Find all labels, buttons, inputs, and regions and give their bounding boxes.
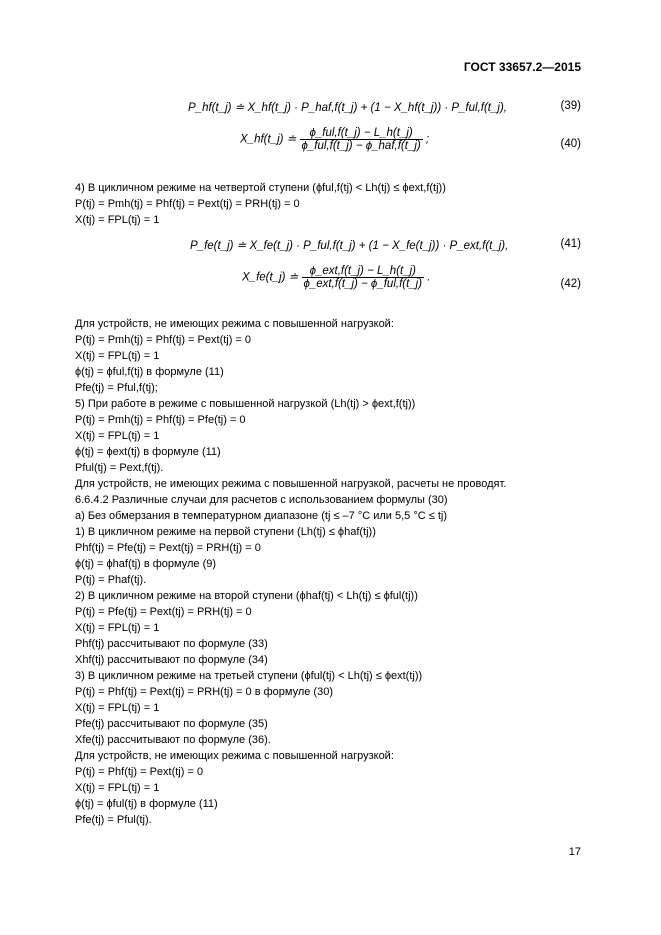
equation-42-numerator: ϕ_ext,f(t_j) − L_h(t_j) xyxy=(302,265,425,278)
text-line: Phf(tj) = Pfe(tj) = Pext(tj) = PRH(tj) = 0 xyxy=(75,542,261,554)
text-line: P(tj) = Phf(tj) = Pext(tj) = PRH(tj) = 0 в формуле (30) xyxy=(75,686,333,698)
text-line: P(tj) = Pmh(tj) = Phf(tj) = Pext(tj) = 0 xyxy=(75,334,252,346)
text-line: X(tj) = FPL(tj) = 1 xyxy=(75,622,160,634)
text-line: Pfe(tj) рассчитывают по формуле (35) xyxy=(75,718,268,730)
text-line: X(tj) = FPL(tj) = 1 xyxy=(75,350,160,362)
equation-39-number: (39) xyxy=(560,100,581,112)
text-line: Phf(tj) рассчитывают по формуле (33) xyxy=(75,638,268,650)
equation-42-lhs: X_fe(t_j) ≐ xyxy=(242,271,299,284)
text-line: ϕ(tj) = ϕhaf(tj) в формуле (9) xyxy=(75,558,217,570)
text-line: X(tj) = FPL(tj) = 1 xyxy=(75,214,160,226)
text-line: а) Без обмерзания в температурном диапазоне (tj ≤ –7 °C или 5,5 °C ≤ tj) xyxy=(75,510,447,522)
equation-42-denominator: ϕ_ext,f(t_j) − ϕ_ful,f(t_j) xyxy=(303,278,423,290)
equation-40-number: (40) xyxy=(560,138,581,150)
text-line: 1) В цикличном режиме на первой ступени (Lh(tj) ≤ ϕhaf(tj)) xyxy=(75,526,376,538)
text-line: Pfe(tj) = Pful(tj). xyxy=(75,814,152,826)
text-line: Для устройств, не имеющих режима с повышенной нагрузкой, расчеты не проводят. xyxy=(75,478,507,490)
text-line: Xhf(tj) рассчитывают по формуле (34) xyxy=(75,654,268,666)
text-line: P(tj) = Pmh(tj) = Phf(tj) = Pfe(tj) = 0 xyxy=(75,414,246,426)
document-header-id: ГОСТ 33657.2—2015 xyxy=(463,60,581,74)
text-line: 6.6.4.2 Различные случаи для расчетов с использованием формулы (30) xyxy=(75,494,448,506)
text-line: P(tj) = Phf(tj) = Pext(tj) = 0 xyxy=(75,766,204,778)
text-line: ϕ(tj) = ϕful(tj) в формуле (11) xyxy=(75,798,218,810)
text-line: ϕ(tj) = ϕext(tj) в формуле (11) xyxy=(75,446,221,458)
equation-40-numerator: ϕ_ful,f(t_j) − L_h(t_j) xyxy=(300,127,423,140)
equation-41: P_fe(t_j) ≐ X_fe(t_j) · P_ful,f(t_j) + (1 − X_fe(t_j)) · P_ext,f(t_j), xyxy=(190,240,509,252)
equation-39: P_hf(t_j) ≐ X_hf(t_j) · P_haf,f(t_j) + (1 − X_hf(t_j)) · P_ful,f(t_j), xyxy=(188,102,507,114)
equation-42-number: (42) xyxy=(560,278,581,290)
text-line: X(tj) = FPL(tj) = 1 xyxy=(75,430,160,442)
text-line: Для устройств, не имеющих режима с повышенной нагрузкой: xyxy=(75,318,394,330)
equation-40-tail: ; xyxy=(425,133,430,146)
text-line: 2) В цикличном режиме на второй ступени (ϕhaf(tj) < Lh(tj) ≤ ϕful(tj)) xyxy=(75,590,418,602)
equation-40-fraction xyxy=(300,127,423,152)
text-line: Для устройств, не имеющих режима с повышенной нагрузкой: xyxy=(75,750,394,762)
text-line: P(tj) = Phaf(tj). xyxy=(75,574,147,586)
equation-40-denominator: ϕ_ful,f(t_j) − ϕ_haf,f(t_j) xyxy=(301,140,421,152)
text-line: 4) В цикличном режиме на четвертой ступени (ϕful,f(tj) < Lh(tj) ≤ ϕext,f(tj)) xyxy=(75,182,446,194)
text-line: P(tj) = Pfe(tj) = Pext(tj) = PRH(tj) = 0 xyxy=(75,606,252,618)
equation-42 xyxy=(242,265,430,290)
text-line: X(tj) = FPL(tj) = 1 xyxy=(75,702,160,714)
page-number: 17 xyxy=(568,846,581,858)
text-line: Pfe(tj) = Pful,f(tj); xyxy=(75,382,158,394)
equation-42-fraction xyxy=(302,265,425,290)
equation-41-number: (41) xyxy=(560,238,581,250)
text-line: Pful(tj) = Pext,f(tj). xyxy=(75,462,164,474)
text-line: X(tj) = FPL(tj) = 1 xyxy=(75,782,160,794)
text-line: 3) В цикличном режиме на третьей ступени (ϕful(tj) < Lh(tj) ≤ ϕext(tj)) xyxy=(75,670,423,682)
text-line: ϕ(tj) = ϕful,f(tj) в формуле (11) xyxy=(75,366,224,378)
text-line: P(tj) = Pmh(tj) = Phf(tj) = Pext(tj) = PRH(tj) = 0 xyxy=(75,198,300,210)
equation-42-tail: . xyxy=(427,271,431,284)
text-line: Xfe(tj) рассчитывают по формуле (36). xyxy=(75,734,271,746)
text-line: 5) При работе в режиме с повышенной нагрузкой (Lh(tj) > ϕext,f(tj)) xyxy=(75,398,416,410)
equation-40-lhs: X_hf(t_j) ≐ xyxy=(240,133,297,146)
equation-40 xyxy=(240,127,429,152)
